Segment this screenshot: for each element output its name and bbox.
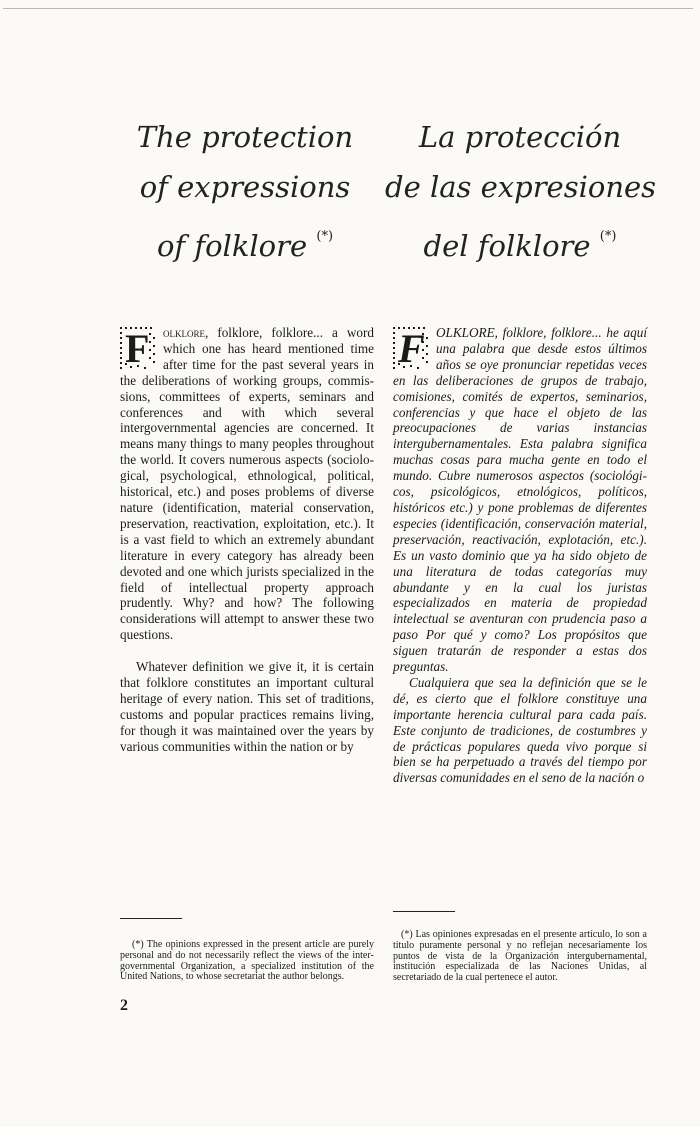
title-es-line-3: del folklore: [423, 229, 591, 263]
title-en-line-2: of expressions: [139, 170, 351, 204]
footnote-rule-en: [120, 918, 182, 919]
english-paragraph-1: [120, 325, 374, 643]
title-en-line-3: of folklore: [156, 229, 308, 263]
dropcap-en: [120, 327, 156, 370]
title-en-line-1: The protection: [136, 120, 354, 154]
es-paragraph-1-text: folklore, folklore... he aquí una palabra que desde estos últimos años se oye pronunciar repetidas veces en las deliberaciones de grupos de trabajo, comisiones, comités de expertos, seminarios, conferencias y que hace el objeto de las preocupaciones de varias instancias intergubernamentales. Esta palabra significa muchas cosas para mucha gente en todo el mundo. Cubre numerosos aspectos (sociológicos, psicológicos, etnológicos, políticos, históricos etc.) y pone problemas de diferentes especies (identificación, conservación material, preservación, reactivación, explotación, etc.). Es un vasto dominio que ya ha sido objeto de una literatura de todas categorías muy abundante y en la cual los juristas especializados en materia de propiedad intelectual se aventuran con prudencia paso a paso Por qué y como? Los propósitos que siguen tratarán de responder a estas dos preguntas.: [393, 325, 647, 675]
title-es-line-1: La protección: [418, 120, 622, 154]
title-es-note-marker: (*): [599, 229, 617, 244]
es-first-word: OLKLORE,: [436, 325, 498, 340]
en-paragraph-1-text: folklore, folklore... a word which one has heard mentioned time after time for the past several years in the deliberations of working groups, commissions, committees of experts, seminars and conferences and with which several intergovernmental agencies are concerned. It means many things to many peoples throughout the world. It covers numerous aspects (sociological, psychological, ethnological, political, historical, etc.) and poses problems of diverse nature (identification, material conservation, preservation, reactivation, exploitation, etc.). It is a vast field to which an extremely abundant literature in every category has already been devoted and one which jurists specialized in the field of intellectual property approach prudently. Why? and how? The following considerations will attempt to answer these two questions.: [120, 325, 374, 643]
dropcap-en-letter: F: [125, 327, 150, 370]
footnote-rule-es: [393, 911, 455, 912]
footnote-english: (*) The opinions expressed in the present article are purely personal and do not necessarily reflect the views of the intergovernmental Organization, a specialized institution of the United Nations, to whose secretariat the author belongs.: [120, 939, 374, 983]
page-number: 2: [120, 997, 128, 1014]
title-es-line-2: de las expresiones: [385, 170, 657, 204]
spanish-paragraph-2: Cualquiera que sea la definición que se le dé, es cierto que el folklore constituye una importante herencia cultural para cada país. Este conjunto de tradiciones, de costumbres y de prácticas populares queda vivo porque si bien se ha perpetuado a través del tiempo por diversas comunidades en el seno de la nación o: [393, 674, 647, 786]
spanish-column: [393, 325, 647, 786]
titles-block: [0, 112, 700, 272]
footnote-spanish: (*) Las opiniones expresadas en el presente artículo, lo son a título puramente personal y no reflejan necesariamente los puntos de vista de la Organización intergubernamental, institución especializada de las Naciones Unidas, al secretariado de la cual pertenece el autor.: [393, 929, 647, 984]
title-en-line-3-wrap: [110, 212, 380, 271]
en-first-word: olklore,: [163, 325, 209, 340]
title-en-note-marker: (*): [316, 229, 334, 244]
title-spanish: [385, 112, 655, 271]
top-rule: [3, 8, 693, 9]
title-es-line-3-wrap: [385, 212, 655, 271]
dropcap-es-letter: F: [398, 327, 425, 370]
spanish-paragraph-1: [393, 325, 647, 675]
title-english: [110, 112, 380, 271]
english-column: [120, 325, 374, 755]
english-paragraph-2: Whatever definition we give it, it is certain that folklore constitutes an important cultural heritage of every nation. This set of traditions, customs and popular practices remains living, for though it was maintained over the years by various communities within the nation or by: [120, 659, 374, 754]
dropcap-es: [393, 327, 429, 370]
